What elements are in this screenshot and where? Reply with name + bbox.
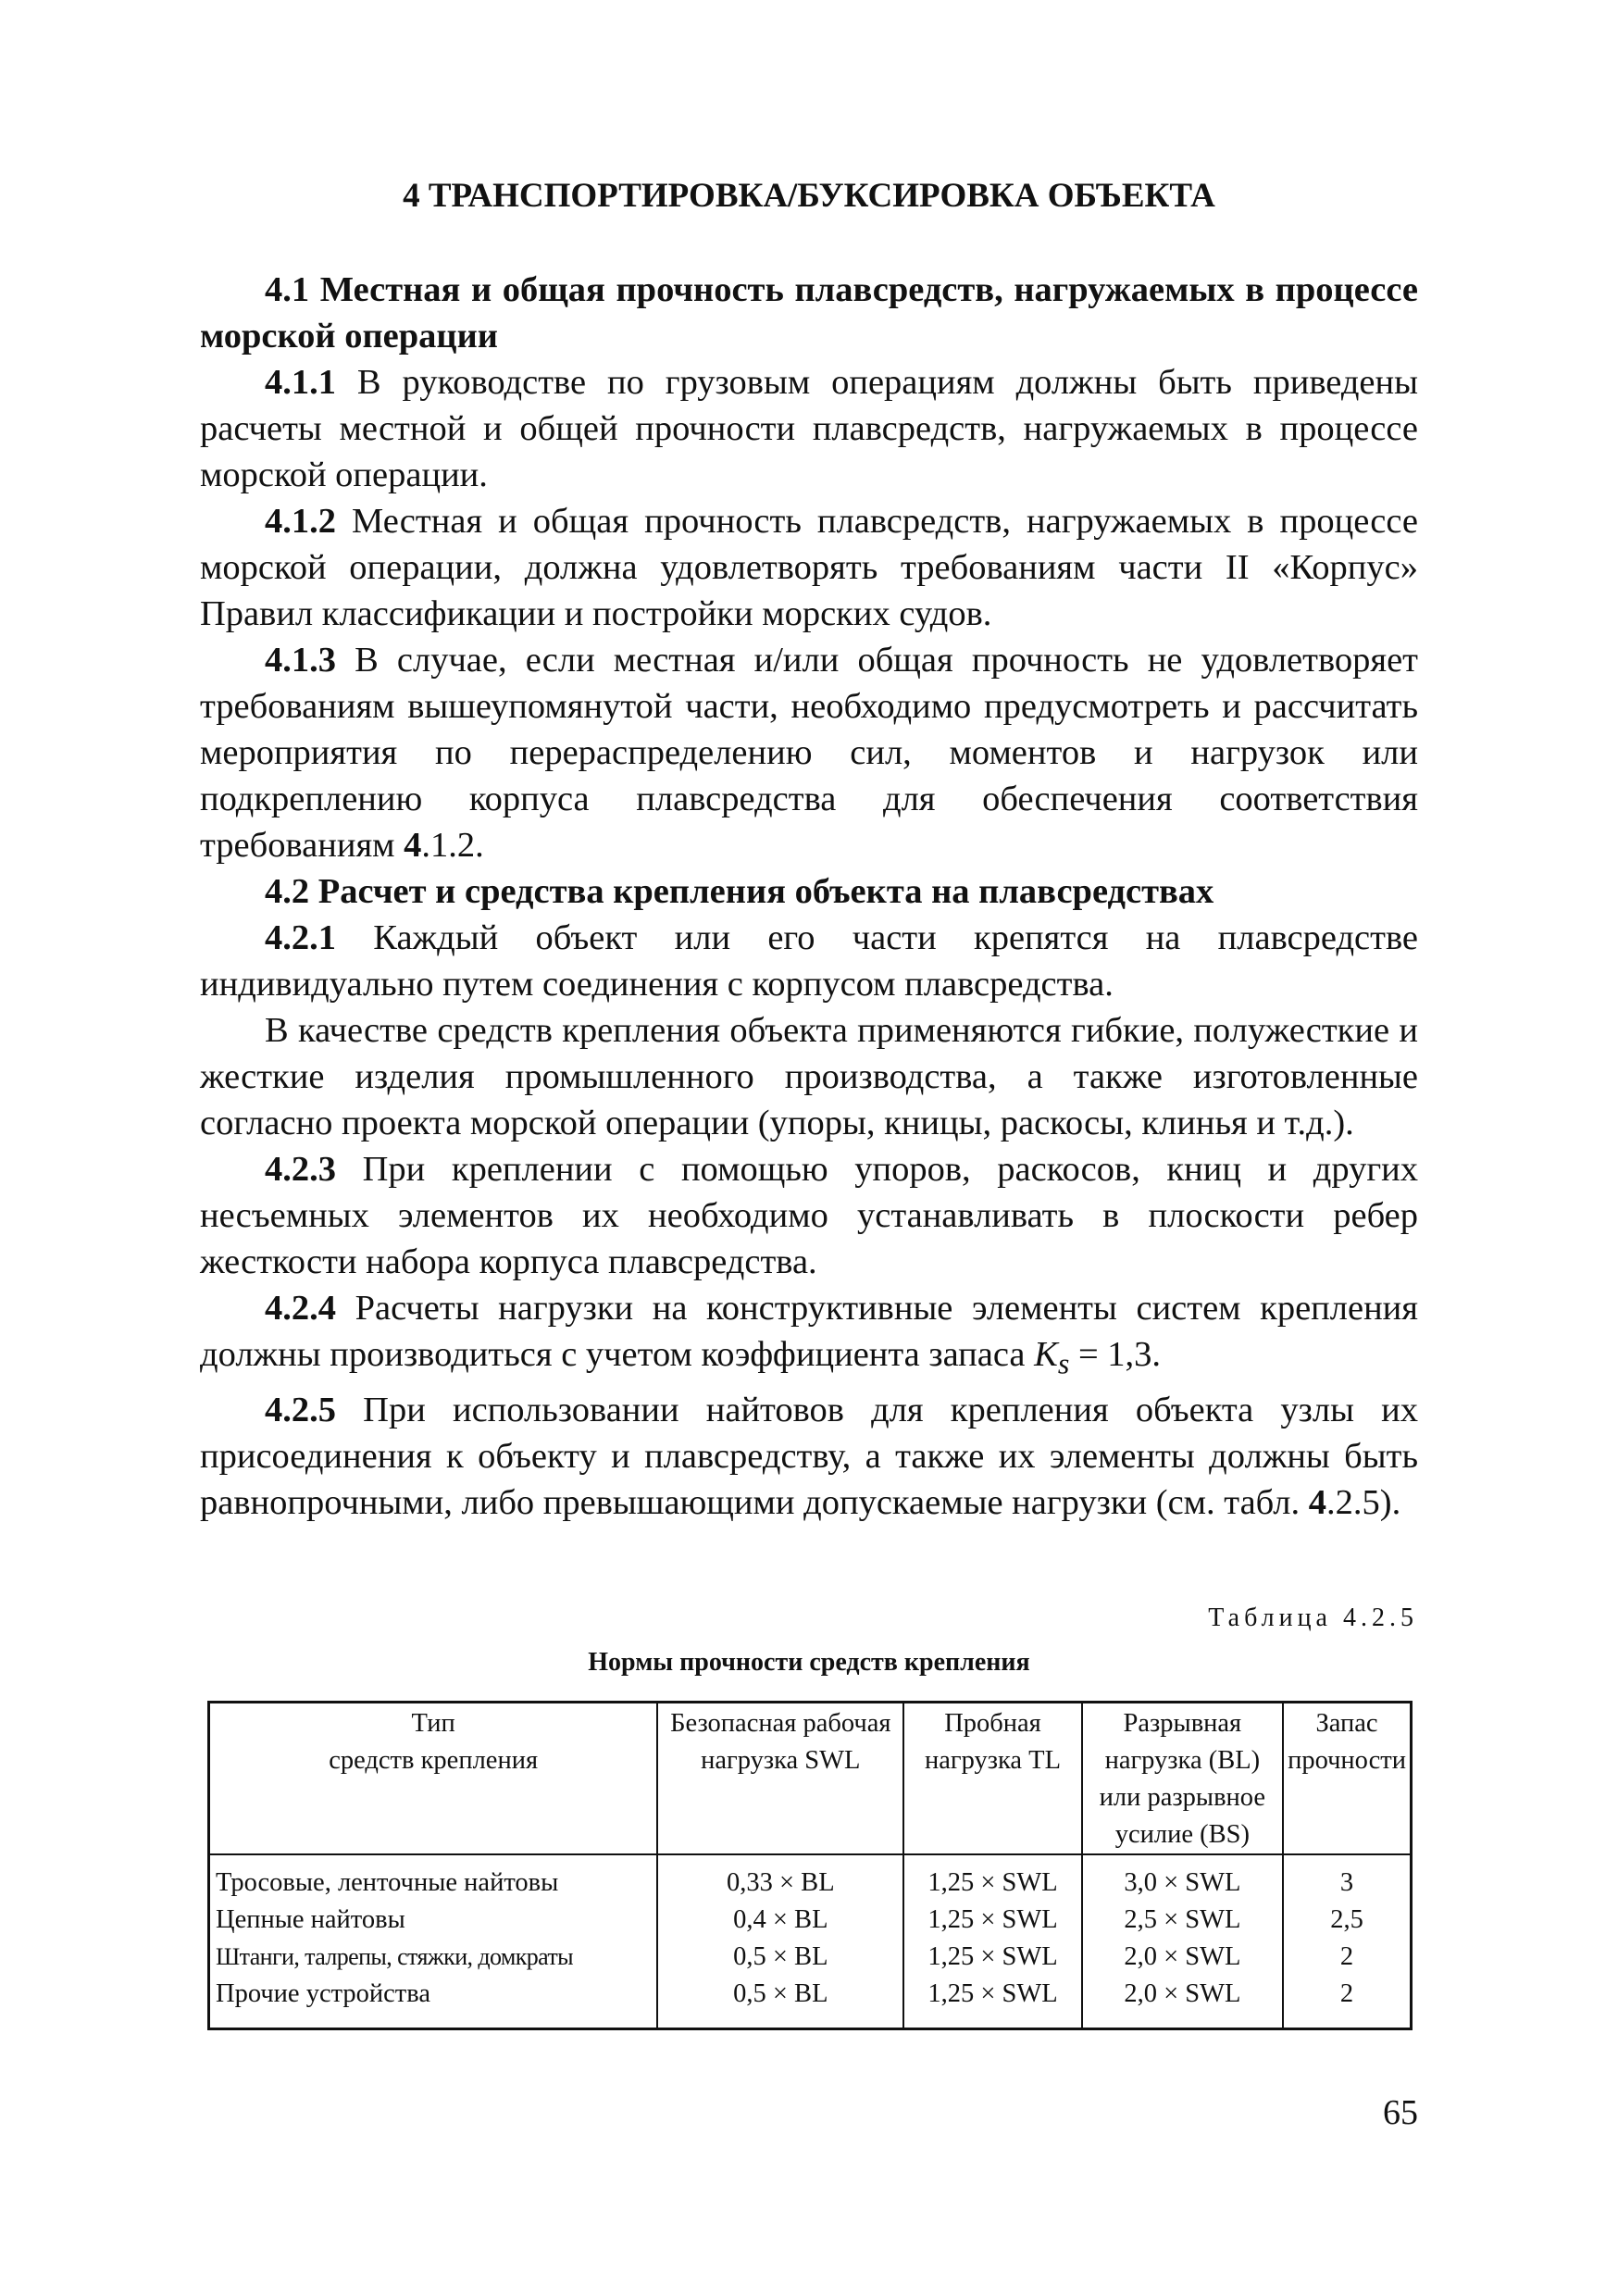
section-4-1-title: 4.1 Местная и общая прочность плавсредств, нагружаемых в процессе морской операции bbox=[200, 270, 1418, 356]
table-header-row bbox=[210, 1703, 1410, 1854]
table-row bbox=[210, 1854, 1410, 1902]
paragraph-4-1-1 bbox=[200, 359, 1418, 498]
paragraph-number: 4.2.3 bbox=[265, 1150, 336, 1189]
coefficient-value: = 1,3. bbox=[1069, 1335, 1162, 1374]
cell-bl: 2,5 × SWL bbox=[1082, 1902, 1283, 1939]
cell-bl: 2,0 × SWL bbox=[1082, 1976, 1283, 2028]
header-safety-factor: Запас прочности bbox=[1283, 1703, 1410, 1854]
cell-tl: 1,25 × SWL bbox=[903, 1854, 1081, 1902]
page-number: 65 bbox=[1383, 2093, 1418, 2132]
paragraph-text: Расчеты нагрузки на конструктивные элементы систем крепления должны производиться с учетом коэффициента запаса bbox=[200, 1289, 1418, 1374]
paragraph-text: В случае, если местная и/или общая прочность не удовлетворяет требованиям вышеупомянутой части, необходимо предусмотреть и рассчитать мероприятия по перераспределению сил, моментов и нагрузок или подкреплению корпуса плавсредства для обеспечения соответствия требованиям bbox=[200, 641, 1418, 865]
paragraph-text: При использовании найтовов для крепления объекта узлы их присоединения к объекту и плавсредству, а также их элементы должны быть равнопрочными, либо превышающими допускаемые нагрузки (см. табл. bbox=[200, 1390, 1418, 1522]
paragraph-4-2-1 bbox=[200, 915, 1418, 1007]
header-bl: Разрывная нагрузка (BL) или разрывное усилие (BS) bbox=[1082, 1703, 1283, 1854]
chapter-title: 4 ТРАНСПОРТИРОВКА/БУКСИРОВКА ОБЪЕКТА bbox=[403, 177, 1215, 215]
paragraph-text: В руководстве по грузовым операциям должны быть приведены расчеты местной и общей прочности плавсредств, нагружаемых в процессе морской операции. bbox=[200, 363, 1418, 494]
table-title: Нормы прочности средств крепления bbox=[588, 1648, 1030, 1677]
coefficient-subscript: s bbox=[1057, 1346, 1070, 1380]
paragraph-number: 4.1.2 bbox=[265, 502, 336, 541]
cell-type: Прочие устройства bbox=[216, 1979, 430, 2008]
cell-swl: 0,5 × BL bbox=[657, 1976, 903, 2028]
paragraph-text: При креплении с помощью упоров, раскосов, книц и других несъемных элементов их необходимо устанавливать в плоскости ребер жесткости набора корпуса плавсредства. bbox=[200, 1150, 1418, 1281]
paragraph-4-1-2 bbox=[200, 498, 1418, 637]
reference-bold: 4 bbox=[1308, 1482, 1327, 1522]
paragraph-text: Местная и общая прочность плавсредств, нагружаемых в процессе морской операции, должна удовлетворять требованиям части II «Корпус» Правил классификации и постройки морских судов. bbox=[200, 502, 1418, 633]
header-tl: Пробная нагрузка TL bbox=[903, 1703, 1081, 1854]
cell-type: Цепные найтовы bbox=[216, 1905, 405, 1934]
paragraph-4-2-4 bbox=[200, 1285, 1418, 1387]
table-row bbox=[210, 1976, 1410, 2028]
reference-rest: .1.2. bbox=[421, 826, 484, 865]
cell-safety-factor: 2 bbox=[1283, 1939, 1410, 1976]
cell-type: Тросовые, ленточные найтовы bbox=[216, 1868, 559, 1897]
cell-bl: 3,0 × SWL bbox=[1082, 1854, 1283, 1902]
body-text bbox=[200, 267, 1418, 1526]
paragraph-number: 4.1.1 bbox=[265, 363, 336, 402]
cell-tl: 1,25 × SWL bbox=[903, 1939, 1081, 1976]
paragraph-number: 4.2.1 bbox=[265, 918, 336, 957]
cell-safety-factor: 2 bbox=[1283, 1976, 1410, 2028]
cell-swl: 0,5 × BL bbox=[657, 1939, 903, 1976]
paragraph-4-2-1-continued: В качестве средств крепления объекта применяются гибкие, полужесткие и жесткие изделия промышленного производства, а также изготовленные согласно проекта морской операции (упоры, кницы, раскосы, клинья и т.д.). bbox=[200, 1011, 1418, 1142]
paragraph-number: 4.2.4 bbox=[265, 1289, 336, 1328]
cell-swl: 0,4 × BL bbox=[657, 1902, 903, 1939]
paragraph-4-1-3 bbox=[200, 637, 1418, 868]
paragraph-text: Каждый объект или его части крепятся на плавсредстве индивидуально путем соединения с корпусом плавсредства. bbox=[200, 918, 1418, 1004]
document-page bbox=[200, 0, 1418, 2296]
table-row bbox=[210, 1939, 1410, 1976]
paragraph-number: 4.1.3 bbox=[265, 641, 336, 680]
paragraph-number: 4.2.5 bbox=[265, 1390, 336, 1429]
cell-type: Штанги, талрепы, стяжки, домкраты bbox=[216, 1943, 574, 1970]
paragraph-4-2-5 bbox=[200, 1387, 1418, 1526]
paragraph-4-2-3 bbox=[200, 1146, 1418, 1285]
reference-rest: .2.5). bbox=[1326, 1482, 1401, 1522]
cell-bl: 2,0 × SWL bbox=[1082, 1939, 1283, 1976]
cell-swl: 0,33 × BL bbox=[657, 1854, 903, 1902]
reference-bold: 4 bbox=[404, 826, 422, 865]
section-4-2-title: 4.2 Расчет и средства крепления объекта на плавсредствах bbox=[265, 872, 1214, 911]
cell-tl: 1,25 × SWL bbox=[903, 1902, 1081, 1939]
header-fastening-type: Тип средств крепления bbox=[210, 1703, 657, 1854]
table-caption: Таблица 4.2.5 bbox=[1208, 1603, 1418, 1632]
header-swl: Безопасная рабочая нагрузка SWL bbox=[657, 1703, 903, 1854]
cell-tl: 1,25 × SWL bbox=[903, 1976, 1081, 2028]
strength-norms-table bbox=[207, 1701, 1413, 2030]
table-row bbox=[210, 1902, 1410, 1939]
cell-safety-factor: 2,5 bbox=[1283, 1902, 1410, 1939]
cell-safety-factor: 3 bbox=[1283, 1854, 1410, 1902]
coefficient-symbol: K bbox=[1034, 1335, 1058, 1374]
